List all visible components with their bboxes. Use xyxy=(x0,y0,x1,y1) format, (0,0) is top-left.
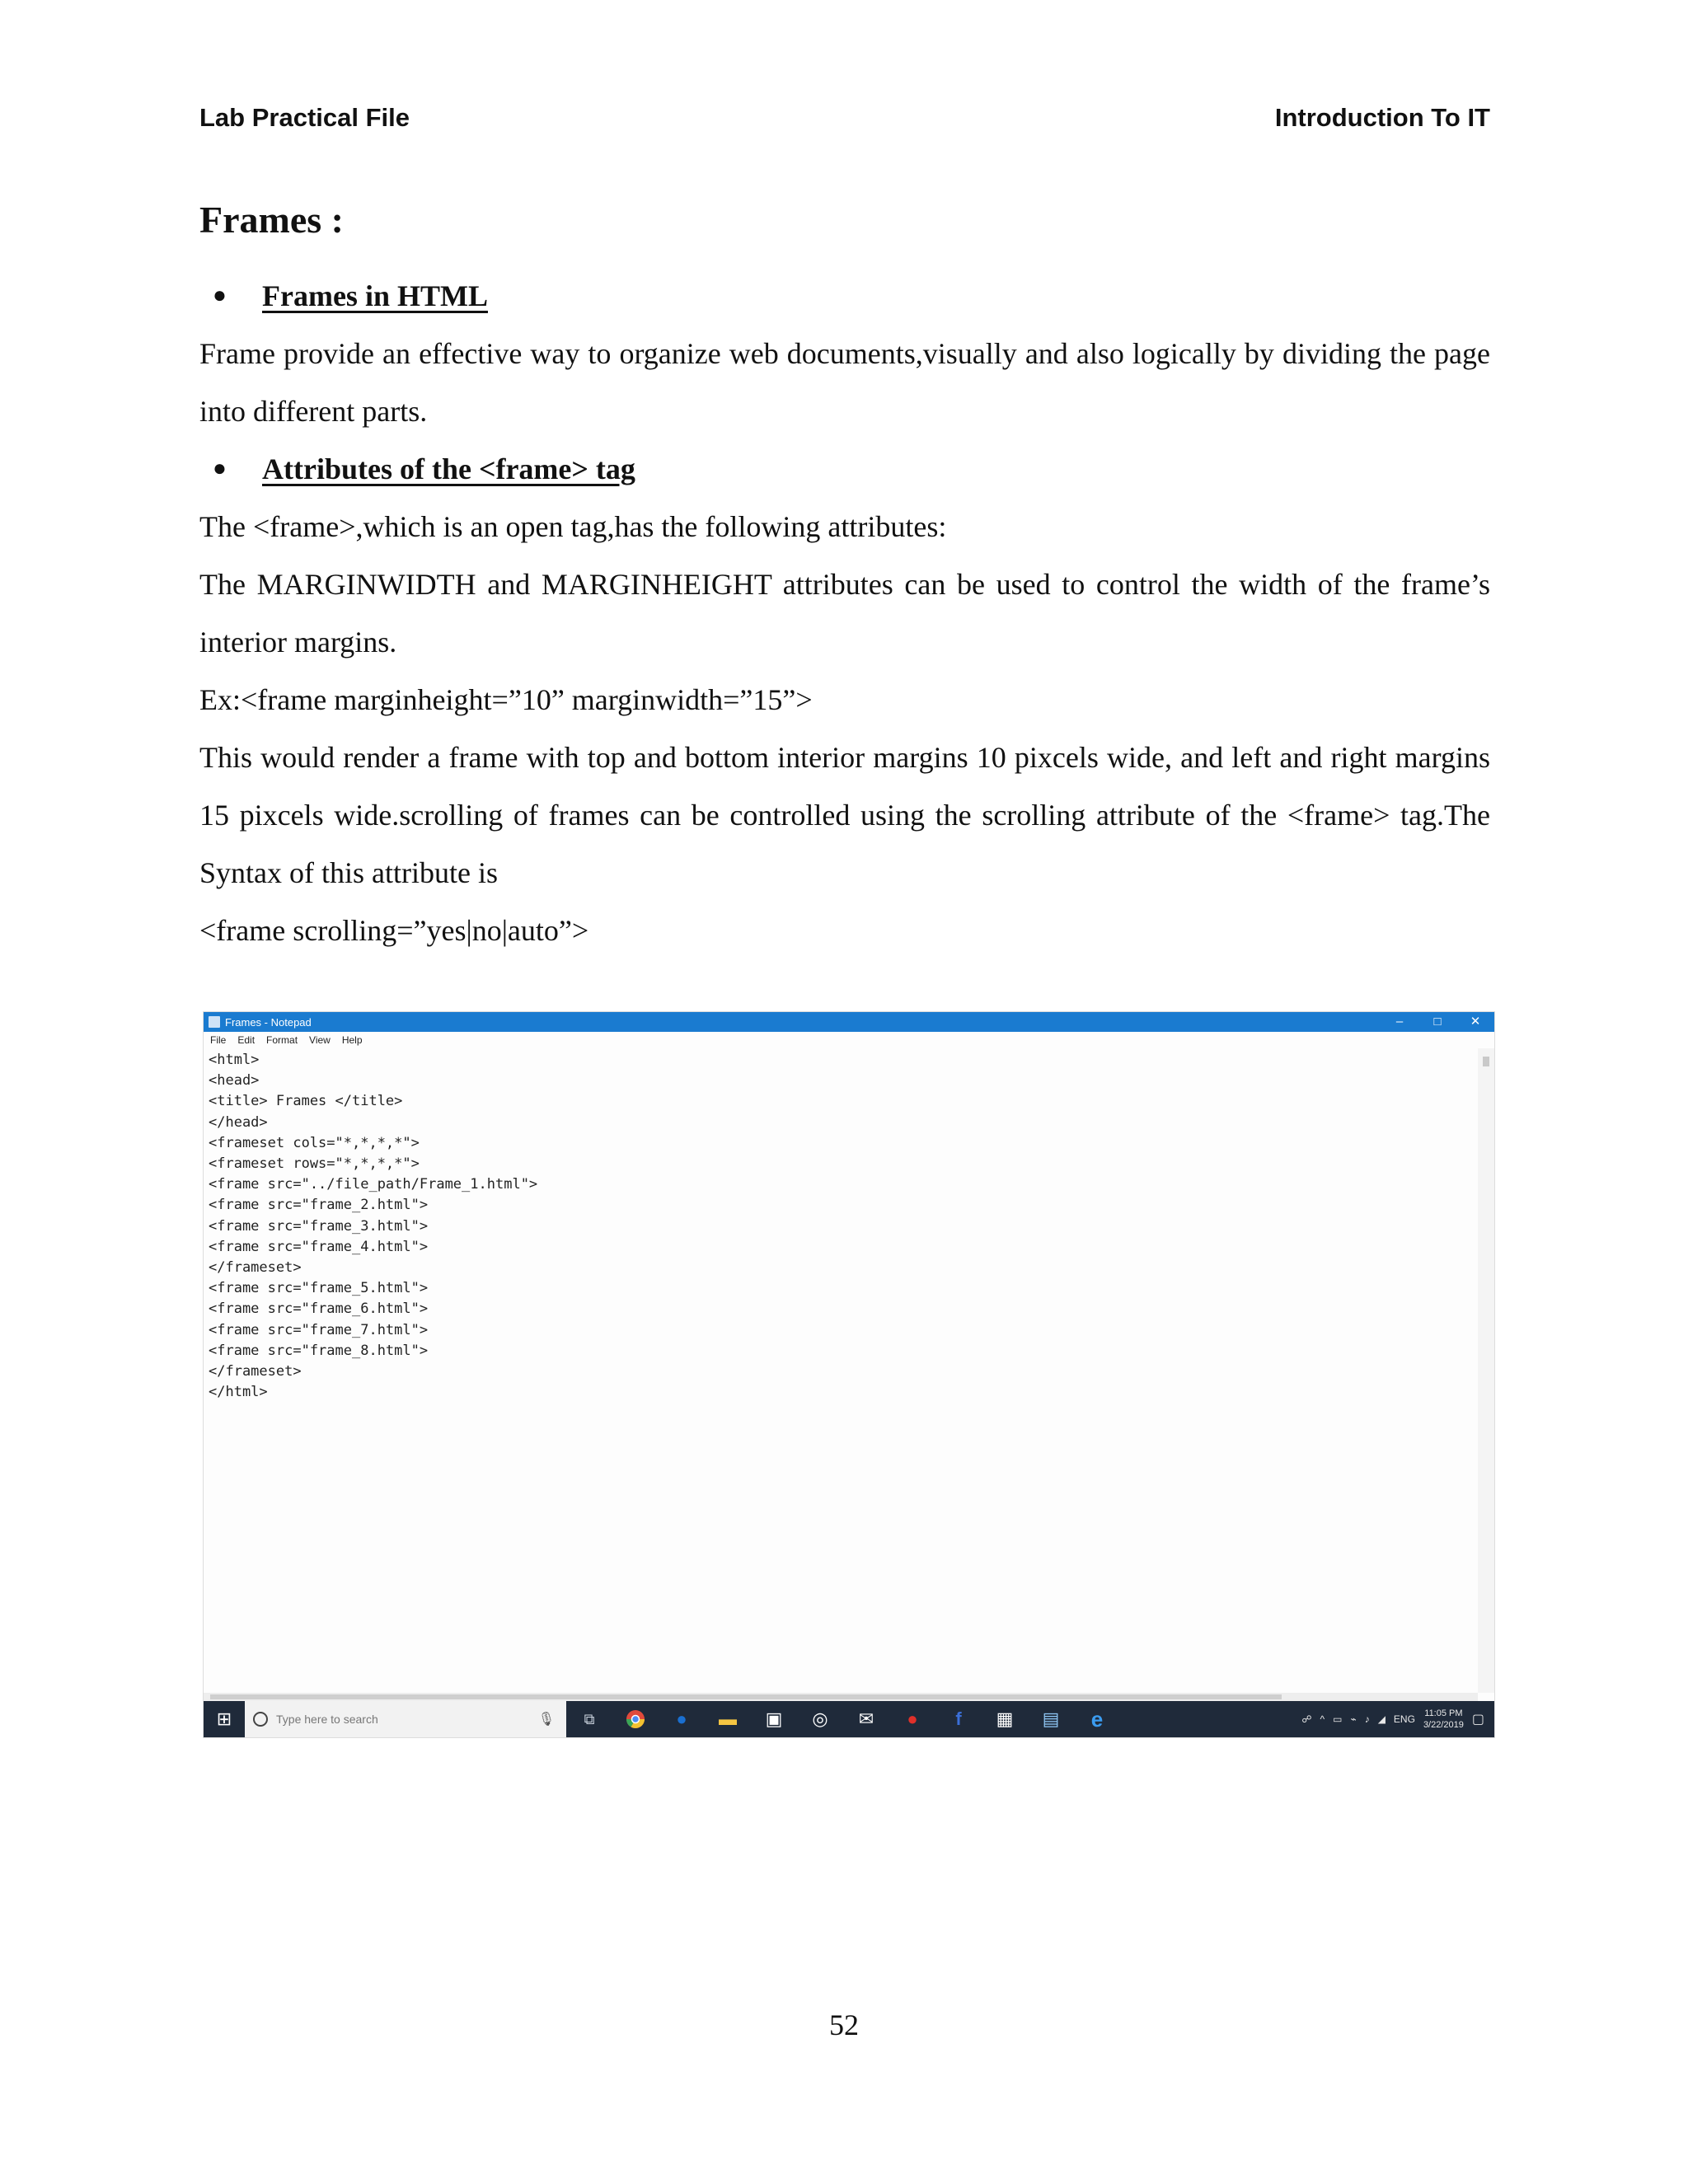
battery-icon[interactable]: ▭ xyxy=(1333,1713,1343,1725)
horizontal-scrollbar[interactable] xyxy=(204,1693,1478,1701)
notepad-screenshot xyxy=(203,1011,1495,1738)
bullet-frames-in-html xyxy=(199,267,1490,325)
paragraph-margins: The MARGINWIDTH and MARGINHEIGHT attributes can be used to control the width of the frame’s interior margins. xyxy=(199,568,1490,658)
vertical-scrollbar[interactable] xyxy=(1478,1048,1494,1693)
bullet-dot-icon: ● xyxy=(213,283,227,308)
network-icon[interactable]: ⌁ xyxy=(1350,1713,1357,1725)
facebook-icon[interactable]: f xyxy=(955,1708,962,1729)
paragraph-intro: Frame provide an effective way to organize web documents,visually and also logically by dividing the page into different parts. xyxy=(199,337,1490,428)
people-tray-icon[interactable]: ☍ xyxy=(1301,1713,1312,1725)
taskbar xyxy=(204,1701,1494,1737)
people-icon[interactable]: ● xyxy=(676,1708,687,1729)
paragraph-syntax: <frame scrolling=”yes|no|auto”> xyxy=(199,914,589,947)
page-number: 52 xyxy=(829,2008,859,2041)
notepad-taskbar-icon[interactable]: ▤ xyxy=(1042,1708,1060,1729)
code-line: <frame src="frame_5.html"> xyxy=(209,1280,429,1297)
notifications-icon[interactable]: ▢ xyxy=(1471,1713,1484,1727)
close-button[interactable]: ✕ xyxy=(1470,1015,1481,1029)
calculator-icon[interactable]: ▦ xyxy=(996,1708,1014,1729)
code-line: </frameset> xyxy=(209,1363,302,1380)
menu-view[interactable]: View xyxy=(309,1034,331,1046)
header-left: Lab Practical File xyxy=(199,103,410,132)
bullet-label: Frames in HTML xyxy=(262,279,488,312)
code-line: <frame src="frame_3.html"> xyxy=(209,1217,429,1235)
system-tray xyxy=(1301,1708,1494,1731)
menu-format[interactable]: Format xyxy=(266,1034,298,1046)
maximize-button[interactable]: □ xyxy=(1433,1015,1442,1029)
menu-file[interactable]: File xyxy=(210,1034,227,1046)
bullet-label: Attributes of the <frame> tag xyxy=(262,452,635,485)
store-icon[interactable]: ▣ xyxy=(765,1708,783,1729)
code-line: <frameset rows="*,*,*,*"> xyxy=(209,1155,420,1173)
bullet-dot-icon: ● xyxy=(213,456,227,481)
cortana-icon xyxy=(253,1712,268,1727)
code-line: <frame src="frame_6.html"> xyxy=(209,1301,429,1318)
code-line: <html> xyxy=(209,1052,260,1068)
menu-help[interactable]: Help xyxy=(341,1034,363,1046)
code-line: <frame src="frame_7.html"> xyxy=(209,1321,429,1338)
clock-time: 11:05 PM xyxy=(1424,1708,1463,1718)
page-header xyxy=(199,97,1490,138)
media-icon[interactable]: ◎ xyxy=(812,1708,828,1729)
paragraph-attributes: The <frame>,which is an open tag,has the following attributes: xyxy=(199,510,947,543)
minimize-button[interactable]: – xyxy=(1395,1015,1404,1029)
microphone-icon[interactable]: 🎙 xyxy=(537,1713,555,1727)
menu-bar xyxy=(204,1032,1494,1048)
code-line: </head> xyxy=(209,1113,268,1131)
code-line: </frameset> xyxy=(209,1259,302,1277)
clock[interactable] xyxy=(1423,1708,1464,1731)
wifi-icon[interactable]: ◢ xyxy=(1377,1713,1386,1725)
code-line: <frame src="frame_8.html"> xyxy=(209,1342,429,1359)
file-explorer-icon[interactable]: ▬ xyxy=(719,1708,737,1729)
section-title: Frames : xyxy=(199,199,344,241)
notepad-icon xyxy=(209,1016,220,1028)
task-view-icon[interactable]: ⧉ xyxy=(584,1710,595,1727)
scroll-thumb[interactable] xyxy=(210,1694,1282,1699)
volume-icon[interactable]: ♪ xyxy=(1364,1713,1370,1725)
paragraph-example: Ex:<frame marginheight=”10” marginwidth=”15”> xyxy=(199,683,813,716)
edge-icon[interactable]: e xyxy=(1090,1706,1104,1732)
taskbar-search[interactable] xyxy=(245,1701,566,1737)
page-content xyxy=(199,191,1490,959)
chrome-icon[interactable] xyxy=(612,1701,659,1737)
windows-start-icon[interactable]: ⊞ xyxy=(216,1708,232,1729)
chevron-up-icon[interactable]: ^ xyxy=(1320,1713,1325,1725)
window-title: Frames - Notepad xyxy=(225,1015,312,1029)
paragraph-scrolling: This would render a frame with top and bottom interior margins 10 pixcels wide, and left and right margins 15 pixcels wide.scrolling of frames can be controlled using the scrolling attribute of the <frame> tag.The Syntax of this attribute is xyxy=(199,741,1490,889)
code-line: <frameset cols="*,*,*,*"> xyxy=(209,1134,420,1151)
code-line: <head> xyxy=(209,1072,260,1090)
bullet-frame-attributes xyxy=(199,440,1490,498)
code-line: <frame src="../file_path/Frame_1.html"> xyxy=(209,1176,538,1193)
opera-icon[interactable]: ● xyxy=(907,1708,918,1729)
code-line: <title> Frames </title> xyxy=(209,1093,403,1110)
header-right: Introduction To IT xyxy=(1274,103,1490,132)
clock-date: 3/22/2019 xyxy=(1423,1720,1464,1730)
code-line: </html> xyxy=(209,1384,268,1401)
scroll-thumb[interactable] xyxy=(1483,1057,1489,1066)
mail-icon[interactable]: ✉ xyxy=(858,1708,874,1729)
text-editor[interactable] xyxy=(204,1048,1478,1693)
menu-edit[interactable]: Edit xyxy=(237,1034,256,1046)
window-titlebar xyxy=(204,1012,1494,1032)
search-placeholder: Type here to search xyxy=(276,1713,378,1726)
code-line: <frame src="frame_4.html"> xyxy=(209,1238,429,1255)
language-indicator[interactable]: ENG xyxy=(1393,1713,1415,1725)
code-line: <frame src="frame_2.html"> xyxy=(209,1197,429,1214)
